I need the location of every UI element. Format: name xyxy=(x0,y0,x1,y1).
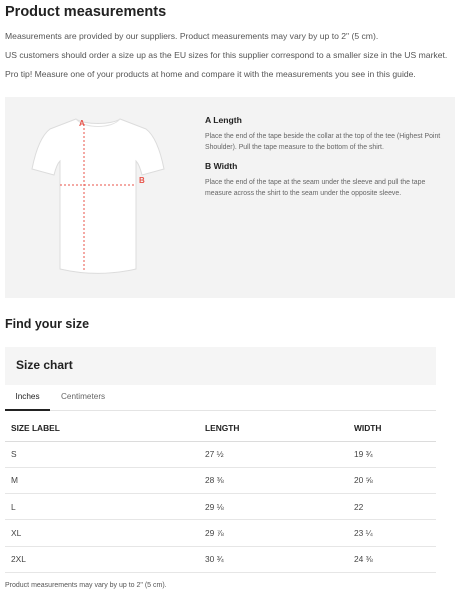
header-width: WIDTH xyxy=(348,415,436,441)
tshirt-diagram xyxy=(28,113,168,277)
table-header-row xyxy=(5,415,436,441)
table-row xyxy=(5,546,436,572)
width-cell: 20 ⅝ xyxy=(348,467,436,493)
table-row xyxy=(5,441,436,467)
measurement-instructions xyxy=(205,115,450,199)
size-cell: XL xyxy=(5,520,199,546)
length-cell: 27 ½ xyxy=(199,441,348,467)
footnote: Product measurements may vary by up to 2" (5 cm). xyxy=(5,582,167,589)
measurements-disclaimer: Measurements are provided by our suppliers. Product measurements may vary by up to 2" (5 cm). xyxy=(5,31,379,41)
width-cell: 19 ¾ xyxy=(348,441,436,467)
length-cell: 30 ¾ xyxy=(199,546,348,572)
header-size-label: SIZE LABEL xyxy=(5,415,199,441)
table-row xyxy=(5,467,436,493)
measurement-guide-panel xyxy=(5,97,455,298)
size-cell: L xyxy=(5,494,199,520)
tab-centimeters[interactable]: Centimeters xyxy=(61,392,106,401)
b-width-title: B Width xyxy=(205,161,238,171)
width-cell: 22 xyxy=(348,494,436,520)
size-cell: M xyxy=(5,467,199,493)
table-row xyxy=(5,520,436,546)
width-cell: 24 ⅜ xyxy=(348,546,436,572)
b-width-text: Place the end of the tape at the seam under the sleeve and pull the tape measure across the shirt to the seam under the opposite sleeve. xyxy=(205,179,426,197)
label-b: B xyxy=(139,176,145,185)
tshirt-shape xyxy=(32,119,164,274)
size-chart-header xyxy=(5,347,436,385)
width-cell: 23 ¼ xyxy=(348,520,436,546)
size-cell: S xyxy=(5,441,199,467)
us-size-note: US customers should order a size up as the EU sizes for this supplier correspond to a smaller size in the US market. xyxy=(5,50,448,60)
length-cell: 29 ⅛ xyxy=(199,494,348,520)
product-measurements-title: Product measurements xyxy=(5,4,167,20)
pro-tip-text: Pro tip! Measure one of your products at home and compare it with the measurements you see in this guide. xyxy=(5,69,416,79)
size-chart-title: Size chart xyxy=(16,358,73,372)
tab-inches[interactable]: Inches xyxy=(5,392,50,411)
table-row xyxy=(5,494,436,520)
length-cell: 29 ⅞ xyxy=(199,520,348,546)
length-cell: 28 ⅜ xyxy=(199,467,348,493)
size-cell: 2XL xyxy=(5,546,199,572)
label-a: A xyxy=(79,119,85,128)
a-length-text: Place the end of the tape beside the collar at the top of the tee (Highest Point Shoulder). Pull the tape measure to the bottom of the shirt. xyxy=(205,133,441,151)
find-your-size-title: Find your size xyxy=(5,317,90,331)
a-length-title: A Length xyxy=(205,115,242,125)
size-table xyxy=(5,415,436,573)
header-length: LENGTH xyxy=(199,415,348,441)
unit-tabs xyxy=(5,389,436,411)
